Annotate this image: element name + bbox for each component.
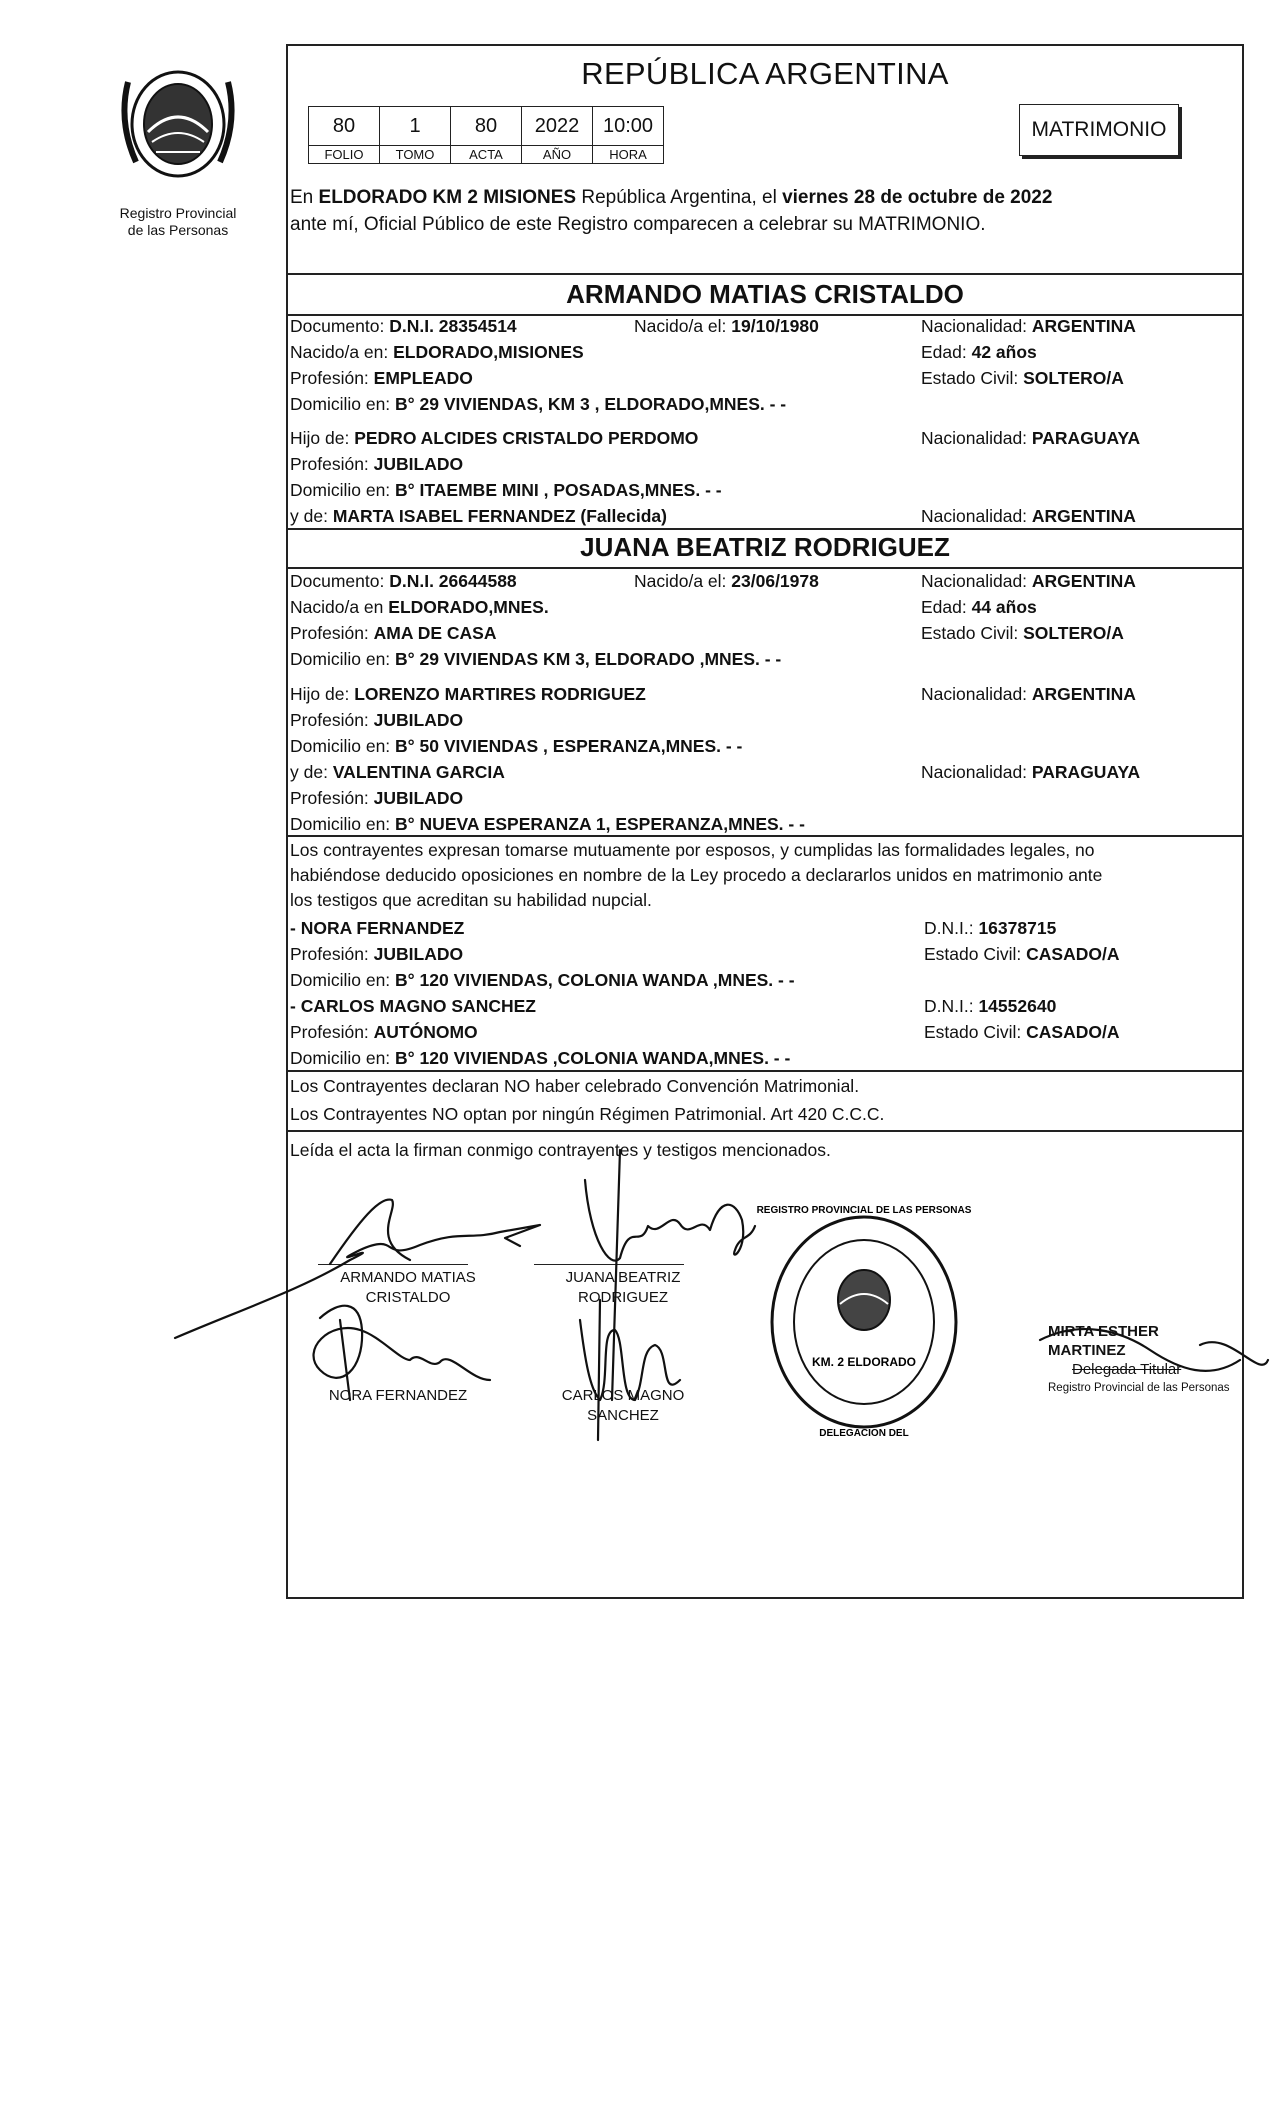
label-line: SANCHEZ [587,1407,659,1424]
emblem-caption [88,205,268,239]
regime-line-1: Los Contrayentes declaran NO haber celebrado Convención Matrimonial. [290,1076,860,1096]
label-line: ARMANDO MATIAS [340,1269,476,1286]
intro-text-2: República Argentina, el [576,187,783,208]
label-line: JUANA BEATRIZ [565,1269,681,1286]
witness-1-dni [924,918,1056,939]
value: SOLTERO/A [1023,623,1124,643]
tomo-label: TOMO [380,146,451,164]
value: 14552640 [978,996,1057,1016]
officer-name: MIRTA ESTHER MARTINEZ [1048,1323,1159,1359]
label-line: NORA FERNANDEZ [328,1387,468,1404]
value: JUBILADO [373,788,464,808]
officer-role: Delegada Titular [1072,1361,1182,1378]
seal-inner-text: KM. 2 ELDORADO [811,1355,917,1369]
groom-document [290,316,517,337]
bride-civil-status [921,623,1124,644]
value: B° NUEVA ESPERANZA 1, ESPERANZA,MNES. - - [395,814,805,834]
groom-father-nationality [921,428,1140,449]
intro-date: viernes 28 de octubre de 2022 [782,187,1053,208]
label: Domicilio en: [290,814,396,834]
label: Edad: [921,342,972,362]
label-line: CRISTALDO [365,1289,451,1306]
value: PARAGUAYA [1031,762,1141,782]
witness-1-profession [290,944,463,965]
groom-mother-nationality [921,506,1136,527]
label: Profesión: [290,623,374,643]
witness-2-profession [290,1022,478,1043]
label: Domicilio en: [290,1048,396,1068]
value: 23/06/1978 [731,571,819,591]
anio-label: AÑO [522,146,593,164]
bride-birthplace [290,597,549,618]
emblem-caption-line2: de las Personas [127,222,229,238]
label: Domicilio en: [290,970,396,990]
label: Nacido/a en: [290,342,394,362]
witness-1-address [290,970,795,991]
intro-place: ELDORADO KM 2 MISIONES [318,187,577,208]
groom-mother [290,506,667,527]
groom-birthdate [634,316,819,337]
groom-father-profession [290,454,463,475]
value: MARTA ISABEL FERNANDEZ (Fallecida) [332,506,667,526]
label: D.N.I.: [924,918,979,938]
label: Profesión: [290,944,374,964]
witness-2-signature-label [523,1386,723,1426]
value: 16378715 [978,918,1057,938]
record-number-table [308,106,664,164]
bride-birthdate [634,571,819,592]
value: ARGENTINA [1031,506,1136,526]
witness-2-name: - CARLOS MAGNO SANCHEZ [290,996,536,1016]
value: JUBILADO [373,710,464,730]
label: Domicilio en: [290,649,396,669]
label-line: CARLOS MAGNO [561,1387,685,1404]
declaration-line-1: Los contrayentes expresan tomarse mutuamente por esposos, y cumplidas las formalidades legales, no [290,840,1095,860]
label: Nacido/a el: [634,571,732,591]
label: D.N.I.: [924,996,979,1016]
declaration-line-3: los testigos que acreditan su habilidad nupcial. [290,890,652,910]
tomo-value: 1 [380,107,451,146]
value: B° 50 VIVIENDAS , ESPERANZA,MNES. - - [395,736,743,756]
value: AMA DE CASA [373,623,497,643]
witness-1-civil-status [924,944,1119,965]
declaration-paragraph [290,838,1242,913]
record-type-box: MATRIMONIO [1019,104,1179,156]
groom-father-address [290,480,722,501]
groom-father [290,428,698,449]
value: ELDORADO,MISIONES [393,342,584,362]
divider [288,1130,1242,1132]
intro-text-1: En [290,187,319,208]
bride-father-nationality [921,684,1136,705]
value: JUBILADO [373,454,464,474]
label: Nacionalidad: [921,428,1032,448]
groom-age [921,342,1037,363]
value: EMPLEADO [373,368,473,388]
bride-signature-label [523,1268,723,1308]
label: Profesión: [290,368,374,388]
value: LORENZO MARTIRES RODRIGUEZ [354,684,646,704]
label: Nacionalidad: [921,762,1032,782]
label: Estado Civil: [921,368,1024,388]
value: ELDORADO,MNES. [388,597,549,617]
value: CASADO/A [1026,1022,1120,1042]
acta-label: ACTA [451,146,522,164]
bride-nationality [921,571,1136,592]
officer-stamp [1048,1322,1238,1398]
label: Domicilio en: [290,480,396,500]
closing-statement: Leída el acta la firman conmigo contrayentes y testigos mencionados. [290,1140,831,1160]
value: VALENTINA GARCIA [332,762,505,782]
label: Documento: [290,316,390,336]
groom-civil-status [921,368,1124,389]
bride-name: JUANA BEATRIZ RODRIGUEZ [580,532,950,562]
label: Nacionalidad: [921,684,1032,704]
declaration-line-2: habiéndose deducido oposiciones en nombre de la Ley procedo a declararlos unidos en matrimonio ante [290,865,1103,885]
label: y de: [290,762,333,782]
bride-age [921,597,1037,618]
value: B° ITAEMBE MINI , POSADAS,MNES. - - [395,480,722,500]
label: Nacido/a en [290,597,389,617]
bride-father [290,684,646,705]
witness-1-name: - NORA FERNANDEZ [290,918,465,938]
value: D.N.I. 28354514 [389,316,517,336]
label: Profesión: [290,788,374,808]
value: AUTÓNOMO [373,1022,478,1042]
bride-father-profession [290,710,463,731]
label: Hijo de: [290,428,355,448]
label: Profesión: [290,1022,374,1042]
bride-father-address [290,736,742,757]
bride-mother-nationality [921,762,1140,783]
intro-paragraph [290,184,1240,238]
bride-address [290,649,781,670]
document-title: REPÚBLICA ARGENTINA [581,56,949,91]
divider [288,273,1242,275]
label: Profesión: [290,454,374,474]
bride-mother-address [290,814,805,835]
provincial-emblem [108,62,248,182]
hora-value: 10:00 [593,107,664,146]
bride-document [290,571,517,592]
bride-profession [290,623,496,644]
witness-1-signature-label [308,1386,488,1406]
value: ARGENTINA [1031,684,1136,704]
seal-ring-bottom-text: DELEGACION DEL [819,1428,909,1439]
bride-mother-profession [290,788,463,809]
groom-nationality [921,316,1136,337]
value: JUBILADO [373,944,464,964]
value: B° 120 VIVIENDAS, COLONIA WANDA ,MNES. - - [395,970,795,990]
hora-label: HORA [593,146,664,164]
groom-signature-label [288,1268,528,1308]
folio-value: 80 [309,107,380,146]
groom-profession [290,368,473,389]
witness-2-civil-status [924,1022,1119,1043]
bride-signature-line [534,1264,684,1265]
label: Nacionalidad: [921,506,1032,526]
certificate-frame [286,44,1244,1599]
label: Edad: [921,597,972,617]
divider [288,567,1242,569]
officer-org: Registro Provincial de las Personas [1048,1382,1230,1394]
label: y de: [290,506,333,526]
value: D.N.I. 26644588 [389,571,517,591]
emblem-caption-line1: Registro Provincial [119,205,237,221]
value: PARAGUAYA [1031,428,1141,448]
label-line: RODRIGUEZ [578,1289,668,1306]
label: Nacionalidad: [921,316,1032,336]
value: ARGENTINA [1031,571,1136,591]
value: B° 29 VIVIENDAS KM 3, ELDORADO ,MNES. - - [395,649,782,669]
value: 44 años [971,597,1037,617]
label: Documento: [290,571,390,591]
value: B° 29 VIVIENDAS, KM 3 , ELDORADO,MNES. - - [395,394,787,414]
label: Estado Civil: [924,1022,1027,1042]
value: 19/10/1980 [731,316,819,336]
intro-line-2: ante mí, Oficial Público de este Registro comparecen a celebrar su MATRIMONIO. [290,214,986,235]
seal-ring-top-text: REGISTRO PROVINCIAL DE LAS PERSONAS [756,1205,972,1216]
folio-label: FOLIO [309,146,380,164]
divider [288,1070,1242,1072]
groom-birthplace [290,342,584,363]
acta-value: 80 [451,107,522,146]
divider [288,835,1242,837]
value: SOLTERO/A [1023,368,1124,388]
anio-value: 2022 [522,107,593,146]
witness-2-address [290,1048,790,1069]
value: ARGENTINA [1031,316,1136,336]
divider [288,528,1242,530]
label: Estado Civil: [921,623,1024,643]
regime-line-2: Los Contrayentes NO optan por ningún Régimen Patrimonial. Art 420 C.C.C. [290,1104,885,1124]
value: B° 120 VIVIENDAS ,COLONIA WANDA,MNES. - - [395,1048,791,1068]
label: Hijo de: [290,684,355,704]
witness-2-dni [924,996,1056,1017]
groom-address [290,394,786,415]
bride-mother [290,762,505,783]
label: Profesión: [290,710,374,730]
label: Nacido/a el: [634,316,732,336]
label: Domicilio en: [290,736,396,756]
label: Domicilio en: [290,394,396,414]
label: Nacionalidad: [921,571,1032,591]
groom-name: ARMANDO MATIAS CRISTALDO [566,279,964,309]
groom-signature-line [318,1264,468,1265]
value: 42 años [971,342,1037,362]
value: PEDRO ALCIDES CRISTALDO PERDOMO [354,428,699,448]
label: Estado Civil: [924,944,1027,964]
value: CASADO/A [1026,944,1120,964]
